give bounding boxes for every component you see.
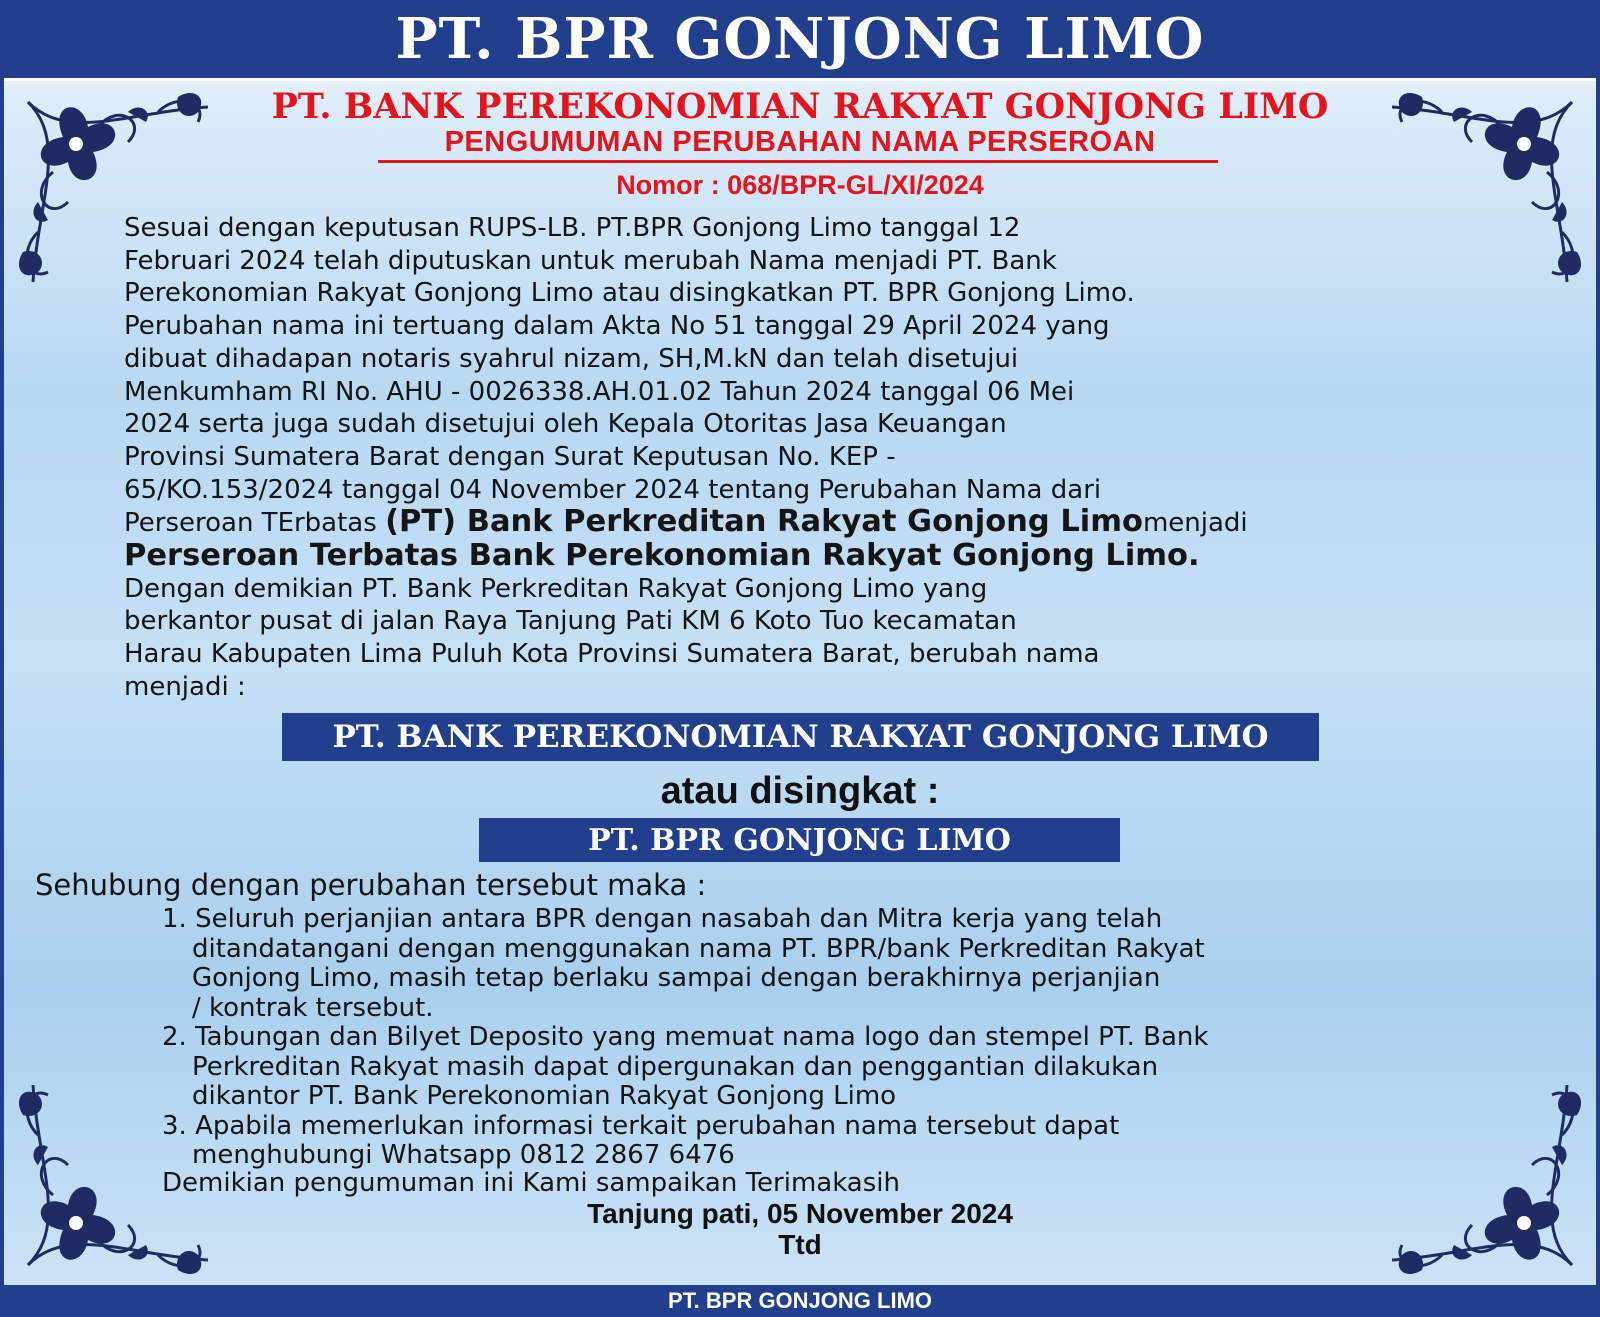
body-line-old-name <box>124 506 1564 540</box>
abbrev-name-box <box>479 818 1120 862</box>
body-line: Perekonomian Rakyat Gonjong Limo atau disingkatkan PT. BPR Gonjong Limo. <box>124 278 1135 309</box>
list-item-cont <box>162 964 1582 994</box>
body-line: Menkumham RI No. AHU - 0026338.AH.01.02 Tahun 2024 tanggal 06 Mei <box>124 376 1075 407</box>
list-text: / kontrak tersebut. <box>192 992 434 1023</box>
announcement-subject: PENGUMUMAN PERUBAHAN NAMA PERSEROAN <box>444 126 1156 158</box>
subject-underline <box>378 160 1218 163</box>
left-border <box>0 78 4 1285</box>
old-company-name: (PT) Bank Perkreditan Rakyat Gonjong Limo <box>385 504 1143 540</box>
body-line-suffix: menjadi <box>1142 508 1248 539</box>
list-item-cont <box>162 1053 1582 1083</box>
bank-name-heading: PT. BANK PEREKONOMIAN RAKYAT GONJONG LIMO <box>271 86 1329 127</box>
new-company-name-line: Perseroan Terbatas Bank Perekonomian Rakyat Gonjong Limo. <box>124 538 1200 574</box>
closing-text: Demikian pengumuman ini Kami sampaikan Terimakasih <box>162 1168 900 1198</box>
footer-name: PT. BPR GONJONG LIMO <box>667 1288 933 1313</box>
list-item-cont <box>162 1141 1582 1171</box>
abbrev-name-text: PT. BPR GONJONG LIMO <box>588 822 1011 858</box>
consequences-list <box>162 905 1582 1171</box>
body-line: menjadi : <box>124 671 246 702</box>
body-line: Februari 2024 telah diputuskan untuk merubah Nama menjadi PT. Bank <box>124 245 1057 276</box>
list-text: menghubungi Whatsapp 0812 2867 6476 <box>192 1140 735 1170</box>
body-line-prefix: Perseroan TErbatas <box>124 508 386 539</box>
list-text: ditandatangani dengan menggunakan nama PT. BPR/bank Perkreditan Rakyat <box>192 933 1205 964</box>
new-name-text: PT. BANK PEREKONOMIAN RAKYAT GONJONG LIMO <box>332 719 1269 755</box>
list-item-cont <box>162 1082 1582 1112</box>
list-item: 1. Seluruh perjanjian antara BPR dengan nasabah dan Mitra kerja yang telah <box>162 904 1163 934</box>
list-item: 2. Tabungan dan Bilyet Deposito yang memuat nama logo dan stempel PT. Bank <box>162 1022 1209 1052</box>
body-line: dibuat dihadapan notaris syahrul nizam, SH,M.kN dan telah disetujui <box>124 343 1019 374</box>
new-name-box <box>282 713 1319 761</box>
footer-banner <box>0 1285 1600 1317</box>
body-line: Provinsi Sumatera Barat dengan Surat Keputusan No. KEP - <box>124 441 896 472</box>
header-title: PT. BPR GONJONG LIMO <box>395 6 1205 72</box>
body-line: Sesuai dengan keputusan RUPS-LB. PT.BPR Gonjong Limo tanggal 12 <box>124 213 1021 243</box>
body-line: berkantor pusat di jalan Raya Tanjung Pati KM 6 Koto Tuo kecamatan <box>124 606 1017 637</box>
announcement-body <box>124 212 1564 704</box>
abbrev-label: atau disingkat : <box>660 770 940 812</box>
place-date: Tanjung pati, 05 November 2024 <box>587 1198 1013 1229</box>
body-line: Perubahan nama ini tertuang dalam Akta No 51 tanggal 29 April 2024 yang <box>124 311 1110 342</box>
signature-ttd: Ttd <box>778 1229 822 1260</box>
list-item-cont <box>162 935 1582 965</box>
list-text: Perkreditan Rakyat masih dapat dipergunakan dan penggantian dilakukan <box>192 1051 1159 1082</box>
list-item-cont <box>162 994 1582 1024</box>
right-border <box>1596 78 1600 1285</box>
header-banner <box>0 0 1600 81</box>
list-text: Gonjong Limo, masih tetap berlaku sampai dengan berakhirnya perjanjian <box>192 963 1161 993</box>
body-line: Dengan demikian PT. Bank Perkreditan Rakyat Gonjong Limo yang <box>124 573 988 604</box>
consequences-intro: Sehubung dengan perubahan tersebut maka : <box>35 868 707 902</box>
body-line: Harau Kabupaten Lima Puluh Kota Provinsi Sumatera Barat, berubah nama <box>124 639 1100 670</box>
list-text: dikantor PT. Bank Perekonomian Rakyat Gonjong Limo <box>192 1081 897 1111</box>
body-line: 65/KO.153/2024 tanggal 04 November 2024 tentang Perubahan Nama dari <box>124 474 1102 505</box>
list-item: 3. Apabila memerlukan informasi terkait perubahan nama tersebut dapat <box>162 1110 1120 1141</box>
announcement-number: Nomor : 068/BPR-GL/XI/2024 <box>616 170 984 200</box>
body-line: 2024 serta juga sudah disetujui oleh Kepala Otoritas Jasa Keuangan <box>124 409 1007 440</box>
